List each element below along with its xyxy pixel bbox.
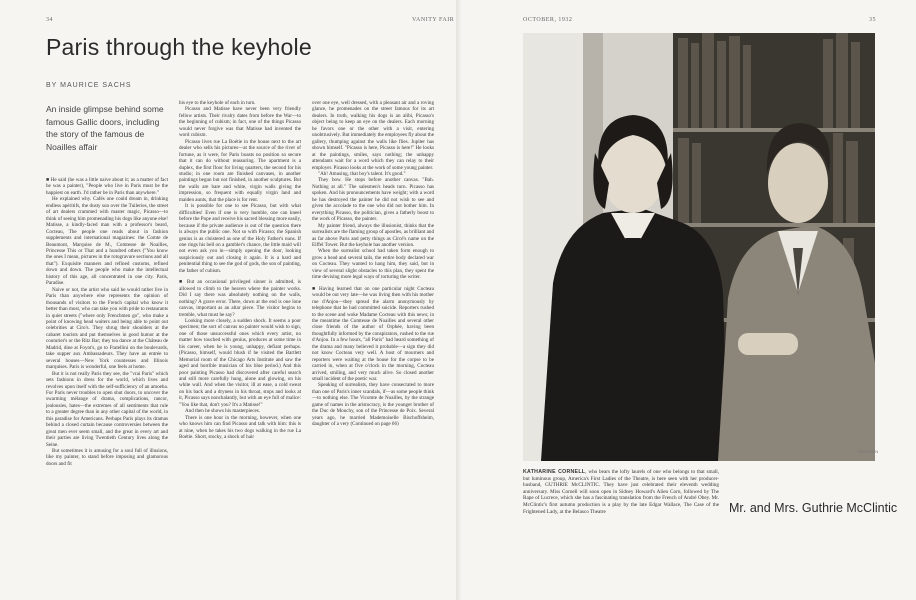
paragraph: My painter friend, always the illusionist, thinks that the surrealists are the flaming group of apostles, as brilliant and as far above Paris and petty things as Circé's name on the Eiffel Tower. But the keyhole has another version. — [312, 222, 434, 248]
right-running-head: OCTOBER, 1932 — [523, 17, 573, 23]
page-gutter — [456, 0, 462, 600]
portrait-illustration — [523, 33, 875, 461]
paragraph: He explained why. Cafés one could dream in, drinking endless apéritifs, the dusty sun over the Tuileries, the street of art dealers crammed with master magic, Picasso—to think of seeing him promenading his dogs like anyone else! Matisse, a kindly-faced man with a professor's beard, Cocteau, The people one reads about in fashion supplements and international magazines: the Comte de Beaumont, Marquise de M., Comtesse de Noailles, Princesse This or That and a hundred others ("You know the ones I mean, pictures in the rotogravure sections and all that"). Exquisite manners and refined customs, refined down and down. The people who make the intellectual history of this age, all concentrated in one city. Paris, Paradise. — [46, 196, 168, 287]
caption-name: KATHARINE CORNELL — [523, 469, 586, 475]
paragraph: But sometimes it is amusing for a soul full of illusions, like my painter, to stand before imposing and glamorous doors and fit — [46, 448, 168, 467]
paragraph: ■ He said (he was a little naive about it; as a matter of fact he was a painter), "People who live in Paris must be the happiest on earth. I'd rather be in Paris than anywhere." — [46, 177, 168, 196]
article-byline: BY MAURICE SACHS — [46, 82, 132, 89]
left-running-head: VANITY FAIR — [412, 17, 455, 23]
paragraph: Picasso and Matisse have never been very friendly fellow artists. Their rivalry dates from before the War—to the beginning of cubism; in fact, one of the things Picasso would never forgive was that Matisse had invented the word cubism. — [179, 106, 301, 139]
article-column-2 — [179, 100, 301, 588]
paragraph: They bow. He stops before another canvas. "Bah. Nothing at all." The salesmen's heads turn. Picasso has spoken. And his pronouncements have weight; with a word he has destroyed the painter he did not wish to see and given the accolade to the one who did not bother him. In everything Picasso, the politician, gives a fatherly boost to the work of Picasso, the painter. — [312, 177, 434, 223]
photo-caption — [523, 469, 719, 515]
paragraph: Speaking of surrealists, they have consecrated to more than one of Paris's inner scandals, if—as some people think—to nothing else. The Vicomte de Noailles, by the strange game of names in the aristocracy, is the younger brother of the Duc de Mouchy, son of the Princesse de Poix. Several years ago, he married Mademoiselle Bischoffsheim, daughter of a very (Continued on page 66) — [312, 382, 434, 428]
left-folio: 34 — [46, 17, 53, 23]
paragraph: his eye to the keyhole of each in turn. — [179, 100, 256, 106]
paragraph: Naive or not, the artist who said he would rather live in Paris than anywhere else represents the opinion of thousands of visitors to the French capital who know it better than most, who can take you with pride to restaurants in quiet streets ("where only Frenchmen go", who make a point of knowing head waiters and being able to point out celebrities at Ciro's. They shrug their shoulders at the cabaret tourists and put themselves in good humor at the couturier's or the Ritz Bar; they tea dance at the Château de Madrid, dine at Foyot's, go to Fratellini on the boulevards, take supper aux Ambassadeurs. They have an entrée to several houses—New York countesses and Illinois marquises. Paris is wonderful, one feels at home. — [46, 286, 168, 371]
paragraph: And then he shows his masterpieces. — [185, 408, 260, 415]
article-column-1 — [46, 172, 168, 588]
paragraph: "Ah! Amusing, that boy's talent. It's good." — [318, 170, 406, 177]
paragraph: When the surrealist school had taken form enough to grow a head and several tails, the entire body declared war on Cocteau. They wanted to hang him, they said, but in view of several slight obstacles to this plan, they spent the time devising more legal ways of torturing the writer. — [312, 248, 434, 281]
article-deck: An inside glimpse behind some famous Gallic doors, including the story of the famous de Noailles affair — [46, 104, 164, 152]
portrait-photo — [523, 33, 875, 461]
paragraph: ■ But an occasional privileged sinner is admitted, is allowed to climb to the heaven where the painter works. Did I say there was absolutely nothing on the walls, nothing? A grave error. There, down at the end is one lone canvas, important as an altar piece. The visitor begins to tremble, what must he say? — [179, 279, 301, 318]
paragraph: But it is not really Paris they see, the "vrai Paris" which sets fashions in dress for the world, which lives and revolves upon itself with the self-sufficiency of an amoeba. For Paris never troubles to open shut doors, to uncover the swarming mélange of drama, complications, rancor, jealousies, hates—the extremes of all sentiments that rule to a greater degree than in any other capital of the world, in this paradise for Americans. Perhaps Paris plays its dramas behind a closed curtain because controversies between the great men ever seem small, and the great in every art and their parties are living Twentieth Century lives along the Seine. — [46, 370, 168, 448]
photo-credit: STEICHEN — [858, 449, 879, 454]
article-column-3 — [312, 100, 434, 588]
paragraph: Looking more closely, a sudden shock. It seems a poor specimen; the sort of canvas no painter would wish to sign, one of those unsuccessful ones which every artist, no matter how touched with genius, produces at some time in his career, when he is young, unhappy, defiant perhaps. (Picasso, himself, would blush if he visited the Bartlett Memorial room of the Chicago Arts Institute and saw the aged and horrible musician of his blue period.) And this poor painting Picasso had discovered after careful search and still more carefully hung, alone and glowing, on his white wall. And when the visitor, ill at ease, a cold sweat on his back and a dryness in his throat, stops and looks at it, Picasso says nonchalantly, but with an eye full of malice: "You like that, don't you? It's a Matisse!" — [179, 317, 301, 408]
paragraph: Picasso lives rue La Boétie in the house next to the art dealer who sells his pictures—at the source of the river of fortune, as it were, for Paris boasts no position so secure that it can do without reassuring. The apartment is a duplex, the first floor for living quarters, the second for his studio; in one room are finished canvases, in another paintings begun but not finished, in another sculptures. But the walls are bare and white, virgin walls giving the impression, so frequent with equally virgin land and maiden aunts, that the place is for rent. — [179, 138, 301, 203]
paragraph: It is possible for one to see Picasso, but with what difficulties! Even if one is very humble, one can kneel before the Pope and receive his sacred blessing more easily, because if the private audience is out of the question there is always the public one. Not so with Picasso; the Spanish genius is as cloistered as one of the Holy Father's nuns. If one rings his bell on a gambler's chance, the little maid will not even ask you in—simply opening the door, looking suspiciously out and closing it again. It is a hard and penitential thing to see the god of gods, the son of painting, the father of cubism. — [179, 203, 301, 274]
right-folio: 35 — [869, 17, 876, 23]
paragraph: There is one hour in the morning, however, when one who knows him can find Picasso and talk with him: this is at nine, when he takes his two dogs walking in the rue La Boétie. Short, stocky, a shock of hair — [179, 414, 301, 441]
caption-text: , who bears the lofty laurels of one who belongs to that small, but luminous group, America's First Ladies of the Theatre, is here seen with her producer-husband, GUTHRIE McCLINTIC. They have just celebrated their eleventh wedding anniversary. Miss Cornell will soon open in Sidney Howard's Alien Corn, followed by The Rape of Lucrece, which she has a fascinating translation from the French of André Obey. Mr. McClintic's first autumn production is a play by the late Edgar Wallace, The Case of the Frightened Lady, at the Belasco Theatre — [523, 469, 719, 515]
photo-title: Mr. and Mrs. Guthrie McClintic — [729, 501, 898, 515]
paragraph: ■ Having learned that on one particular night Cocteau would be out very late—he was living then with his mother rue d'Anjou—they spread the alarm anonymously by telephone that he had committed suicide. Reporters rushed to the scene and woke Madame Cocteau with this news; in the meantime the Comtesse de Noailles and several other close friends of the author of Orphée, having been thoughtfully informed by the conspirators, rushed to the rue d'Anjou. In a few hours, "all Paris" had heard something of the drama and many believed it probable—a sign they did not know Cocteau very well. A host of mourners and reporters were waiting at the house for the corpse to be carried in, when at five o'clock in the morning, Cocteau arrived, smiling, and very much alive. So closed another small incident of the poetic war. — [312, 285, 434, 383]
paragraph: over one eye, well dressed, with a pleasant air and a roving glance, he promenades on the street famous for its art dealers. In truth, walking his dogs is an alibi, Picasso's object being to keep an eye on the dealers. Each morning he favors one or the other with a visit, entering unobtrusively. But immediately the employees fly about the gallery, thumping against the walls like flies. Jupiter has shown himself. "Picasso is here, Picasso is here!" He looks at the paintings, smiles, says nothing; the unhappy attendants wait for a word which they can relay to their employer. Picasso looks at the work of some young painter. — [312, 100, 434, 171]
article-title: Paris through the keyhole — [46, 34, 312, 60]
